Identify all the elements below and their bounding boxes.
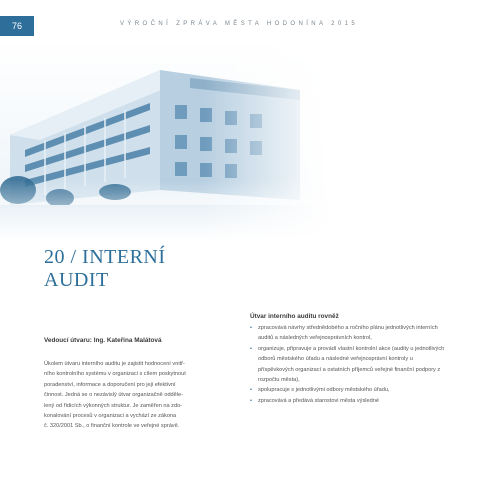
list-item: • spolupracuje s jednotlivými odbory městského úřadu, [250,385,450,395]
list-item: • zpracovává návrhy střednědobého a ročního plánu jednotlivých interních auditů a následných veřejnosprávních kontrol, [250,323,450,344]
section-title-line-2: AUDIT [44,269,109,291]
running-header: VÝROČNÍ ZPRÁVA MĚSTA HODONÍNA 2015 [120,21,359,27]
body-line: ního kontrolního systému v organizaci s cílem poskytnout [44,371,186,378]
duties-heading: Útvar interního auditu rovněž [250,313,339,320]
page-number: 76 [0,16,34,36]
body-paragraph [44,359,222,432]
duties-list [250,323,450,406]
section-title [44,246,244,292]
body-line: konalování procesů v organizaci a vychází ze zákona [44,413,177,420]
body-line: Úkolem útvaru interního auditu je zajistit hodnocení vnitř- [44,361,185,367]
body-line: č. 320/2001 Sb., o finanční kontrole ve veřejné správě. [44,423,180,430]
body-line: činnost. Jedná se o nezávislý útvar organizačně odděle- [44,392,183,399]
body-line: poradenství, informace a doporučení pro jeji efektivní [44,381,176,388]
building-photo [0,40,330,240]
list-item: • zpracovává a předává starostovi města výsledné [250,396,450,406]
body-line: lený od řídicích výkonných struktur. Je zaměřen na zdo- [44,402,183,409]
head-of-unit-label: Vedoucí útvaru: Ing. Kateřina Malátová [44,337,162,344]
list-item: • organizuje, připravuje a provádí vlastní kontrolní akce (audity u jednotlivých odborů městského úřadu a následné veřejnosprávní kontroly u příspěvkových organizací a ostatních příjemců veřejné finanční podpory z rozpočtu města), [250,344,450,386]
section-title-line-1: 20 / INTERNÍ [44,246,166,268]
